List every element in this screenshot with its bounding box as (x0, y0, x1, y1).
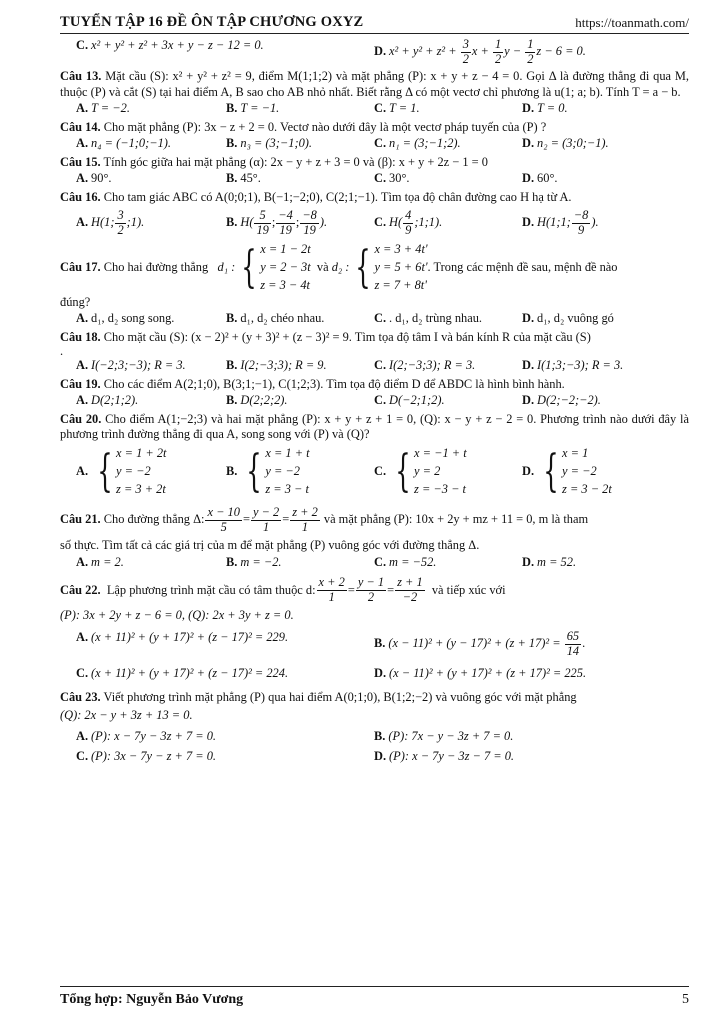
option-b[interactable]: B. (x − 11)² + (y − 17)² + (z + 17)² = $\frac{65}{14}$ . (374, 628, 586, 658)
options (60, 311, 689, 327)
question-text: Lập phương trình mặt cầu có tâm thuộc d: (106, 582, 316, 597)
question-number: Câu 21. (60, 512, 101, 527)
question-number: Câu 22. (60, 582, 101, 597)
question-number: Câu 15. (60, 154, 101, 169)
option-d[interactable]: D. n₂ = (3;0;−1). (522, 136, 609, 151)
page-footer (60, 986, 689, 1009)
option-d[interactable]: D. (P): x − 7y − 3z − 7 = 0. (374, 749, 515, 764)
question-21: Câu 21. Cho đường thẳng Δ: $\frac{x - 10}{5}$ = $\frac{y - 2}{1}$ = $\frac{z + 2}{1}$ và mặt phẳng (P): 10x + 2y + mz + 11 = 0, m là tham số thực. Tìm tất cả các giá trị của m để mặt phẳng (P) vuông góc với đường thẳng Δ. A. m = 2. B. m = −2. C. m = −52. D. m = 52. (60, 506, 689, 570)
option-b[interactable]: B. m = −2. (226, 554, 282, 569)
question-13 (60, 69, 689, 117)
option-a[interactable]: A. I(−2;3;−3); R = 3. (76, 358, 186, 373)
option-c[interactable]: C. (x + 11)² + (y + 17)² + (z − 17)² = 224. (76, 666, 289, 681)
line-d2-system: { x = 3 + 4t' y = 5 + 6t' z = 7 + 8t' (355, 241, 428, 293)
question-23 (60, 690, 689, 765)
option-c[interactable]: C. 30°. (374, 171, 410, 186)
question-text: Cho tam giác ABC có A(0;0;1), B(−1;−2;0), C(2;1;−1). Tìm tọa độ chân đường cao H hạ từ A. (103, 189, 572, 204)
options (60, 630, 689, 658)
question-number: Câu 23. (60, 689, 101, 704)
option-c[interactable]: C. H( $\frac{4}{9}$ ;1;1). (374, 208, 443, 237)
options (60, 555, 689, 571)
options (60, 171, 689, 187)
option-b[interactable]: B. { x = 1 + t y = −2 z = 3 − t (226, 445, 310, 497)
question-text: Cho đường thẳng Δ: (103, 512, 205, 527)
options (60, 393, 689, 409)
option-b[interactable]: B. H( $\frac{5}{19}$ ; $\frac{-4}{19}$ ; $\frac{-8}{19}$ ). (226, 208, 328, 237)
options (60, 358, 689, 374)
prev-question-options (60, 38, 689, 66)
option-d[interactable]: D. x² + y² + z² + $\frac{3}{2}$ x + $\frac{1}{2}$ y − $\frac{1}{2}$ z − 6 = 0. (374, 37, 586, 66)
question-text-cont: (P): 3x + 2y + z − 6 = 0, (Q): 2x + 3y + z = 0. (60, 608, 294, 623)
question-number: Câu 17. (60, 259, 101, 274)
line-d1-label: d₁ : (217, 259, 236, 274)
question-number: Câu 14. (60, 119, 101, 134)
option-b[interactable]: B. (P): 7x − y − 3z + 7 = 0. (374, 728, 514, 743)
question-16 (60, 190, 689, 238)
option-a[interactable]: A. (P): x − 7y − 3z + 7 = 0. (76, 728, 217, 743)
questions-body (60, 38, 689, 765)
option-a[interactable]: A. 90°. (76, 171, 112, 186)
option-d[interactable]: D. I(1;3;−3); R = 3. (522, 358, 624, 373)
option-b[interactable]: B. T = −1. (226, 101, 280, 116)
question-text-cont: số thực. Tìm tất cả các giá trị của m để mặt phẳng (P) vuông góc với đường thẳng Δ. (60, 538, 480, 553)
line-d2-label: d₂ : (331, 259, 350, 274)
footer-author: Tổng hợp: Nguyễn Bảo Vương (60, 992, 244, 1007)
option-d[interactable]: D. m = 52. (522, 554, 577, 569)
option-d[interactable]: D. d₁, d₂ vuông gó (522, 311, 614, 326)
question-text: Tính góc giữa hai mặt phẳng (α): 2x − y + z + 3 = 0 và (β): x + y + 2z − 1 = 0 (103, 154, 488, 169)
option-a[interactable]: A. T = −2. (76, 101, 130, 116)
question-text-cont: (Q): 2x − y + 3z + 13 = 0. (60, 708, 193, 723)
option-c[interactable]: C. D(−2;1;2). (374, 393, 445, 408)
option-c[interactable]: C. (P): 3x − 7y − z + 7 = 0. (76, 749, 217, 764)
option-c[interactable]: C. I(2;−3;3); R = 3. (374, 358, 476, 373)
options (60, 729, 689, 745)
question-text: Cho hai đường thẳng (103, 259, 209, 274)
option-d[interactable]: D. (x − 11)² + (y + 17)² + (z + 17)² = 225. (374, 666, 587, 681)
question-number: Câu 19. (60, 376, 101, 391)
page-number: 5 (682, 992, 689, 1007)
question-text: Cho mặt phẳng (P): 3x − z + 2 = 0. Vectơ nào dưới đây là một vectơ pháp tuyến của (P) ? (103, 119, 547, 134)
question-number: Câu 13. (60, 69, 102, 84)
header-title: TUYỂN TẬP 16 ĐỀ ÔN TẬP CHƯƠNG OXYZ (60, 13, 364, 30)
option-b[interactable]: B. 45°. (226, 171, 261, 186)
option-c[interactable]: C. { x = −1 + t y = 2 z = −3 − t (374, 445, 467, 497)
question-17: Câu 17. Cho hai đường thẳng d₁ : { x = 1 − 2t y = 2 − 3t z = 3 − 4t và d₂ : { x = 3 + 4t' y = 5 + 6t' z = 7 + 8t' . Trong các mệnh đề sau, mệnh đề nào đúng? A. d₁, d₂ song song. B. d₁, d₂ chéo nhau. C. . d₁, d₂ trùng nhau. D. d₁, d₂ vuông gó (60, 241, 689, 327)
question-text: Viết phương trình mặt phẳng (P) qua hai điểm A(0;1;0), B(1;2;−2) và vuông góc với mặt phẳng (103, 689, 577, 704)
option-b[interactable]: B. I(2;−3;3); R = 9. (226, 358, 327, 373)
option-d[interactable]: D. { x = 1 y = −2 z = 3 − 2t (522, 445, 612, 497)
question-number: Câu 20. (60, 411, 102, 426)
option-c[interactable]: C. x² + y² + z² + 3x + y − z − 12 = 0. (76, 38, 264, 52)
question-number: Câu 16. (60, 189, 101, 204)
question-text: Cho các điểm A(2;1;0), B(3;1;−1), C(1;2;3). Tìm tọa độ điểm D để ABDC là hình bình hành. (103, 376, 565, 391)
question-14 (60, 120, 689, 152)
options-row-2 (60, 749, 689, 765)
question-text: Cho mặt cầu (S): (x − 2)² + (y + 3)² + (z − 3)² = 9. Tìm tọa độ tâm I và bán kính R của mặt cầu (S) (103, 329, 591, 344)
question-number: Câu 18. (60, 329, 101, 344)
options-row-2 (60, 666, 689, 682)
option-a[interactable]: A. d₁, d₂ song song. (76, 311, 175, 326)
options (60, 209, 689, 237)
question-22: Câu 22. Lập phương trình mặt cầu có tâm thuộc d: $\frac{x + 2}{1}$ = $\frac{y - 1}{2}$ = $\frac{z + 1}{-2}$ và tiếp xúc với (P): 3x + 2y + z − 6 = 0, (Q): 2x + 3y + z = 0. A. (x + 11)² + (y + 17)² + (z − 17)² = 229. B. (x − 11)² + (y − 17)² + (z + 17)² = $\frac{65}{14}$ . C. (x + 11)² + (y + 17)² + (z − 17)² = 224. D. (x − 11)² + (y + 17)² + (z + 17)² = 225. (60, 576, 689, 682)
option-c[interactable]: C. m = −52. (374, 554, 437, 569)
option-d[interactable]: D. 60°. (522, 171, 558, 186)
question-15 (60, 155, 689, 187)
option-d[interactable]: D. H(1;1; $\frac{-8}{9}$ ). (522, 208, 599, 237)
options (60, 136, 689, 152)
line-d1-system: { x = 1 − 2t y = 2 − 3t z = 3 − 4t (241, 241, 311, 293)
option-d[interactable]: D. D(2;−2;−2). (522, 393, 601, 408)
option-d[interactable]: D. T = 0. (522, 101, 568, 116)
page-header (60, 12, 689, 34)
option-a[interactable]: A. m = 2. (76, 554, 124, 569)
option-b[interactable]: B. D(2;2;2). (226, 393, 288, 408)
option-a[interactable]: A. H(1; $\frac{3}{2}$ ;1). (76, 208, 145, 237)
option-a[interactable]: A. (x + 11)² + (y + 17)² + (z − 17)² = 229. (76, 629, 289, 644)
options (60, 101, 689, 117)
option-a[interactable]: A. n₄ = (−1;0;−1). (76, 136, 172, 151)
question-text: Cho điểm A(1;−2;3) và hai mặt phẳng (P): x + y + z + 1 = 0, (Q): x − y + z − 2 = 0. Phương trình nào dưới đây là phương trình đường thẳng đi qua A, song song với (P) và (Q)? (60, 411, 690, 442)
options (60, 444, 689, 500)
option-c[interactable]: C. T = 1. (374, 101, 420, 116)
option-b[interactable]: B. n₃ = (3;−1;0). (226, 136, 312, 151)
header-url[interactable]: https://toanmath.com/ (575, 14, 689, 30)
option-b[interactable]: B. d₁, d₂ chéo nhau. (226, 311, 325, 326)
question-19 (60, 377, 689, 409)
option-c[interactable]: C. n₁ = (3;−1;2). (374, 136, 461, 151)
question-18: Câu 18. Cho mặt cầu (S): (x − 2)² + (y + 3)² + (z − 3)² = 9. Tìm tọa độ tâm I và bán kính R của mặt cầu (S) . A. I(−2;3;−3); R = 3. B. I(2;−3;3); R = 9. C. I(2;−3;3); R = 3. D. I(1;3;−3); R = 3. (60, 330, 689, 374)
question-20 (60, 412, 689, 500)
question-text-cont: đúng? (60, 294, 91, 309)
option-c[interactable]: C. . d₁, d₂ trùng nhau. (374, 311, 483, 326)
option-a[interactable]: A. D(2;1;2). (76, 393, 139, 408)
question-text: Mặt cầu (S): x² + y² + z² = 9, điểm M(1;1;2) và mặt phẳng (P): x + y + z − 4 = 0. Gọi Δ là đường thẳng đi qua M, thuộc (P) và cắt (S) tại hai điểm A, B sao cho AB nhỏ nhất. Biết rằng Δ có một vectơ chỉ phương là u(1; a; b). Tính T = a − b. (60, 69, 689, 99)
option-a[interactable]: A. { x = 1 + 2t y = −2 z = 3 + 2t (76, 445, 167, 497)
